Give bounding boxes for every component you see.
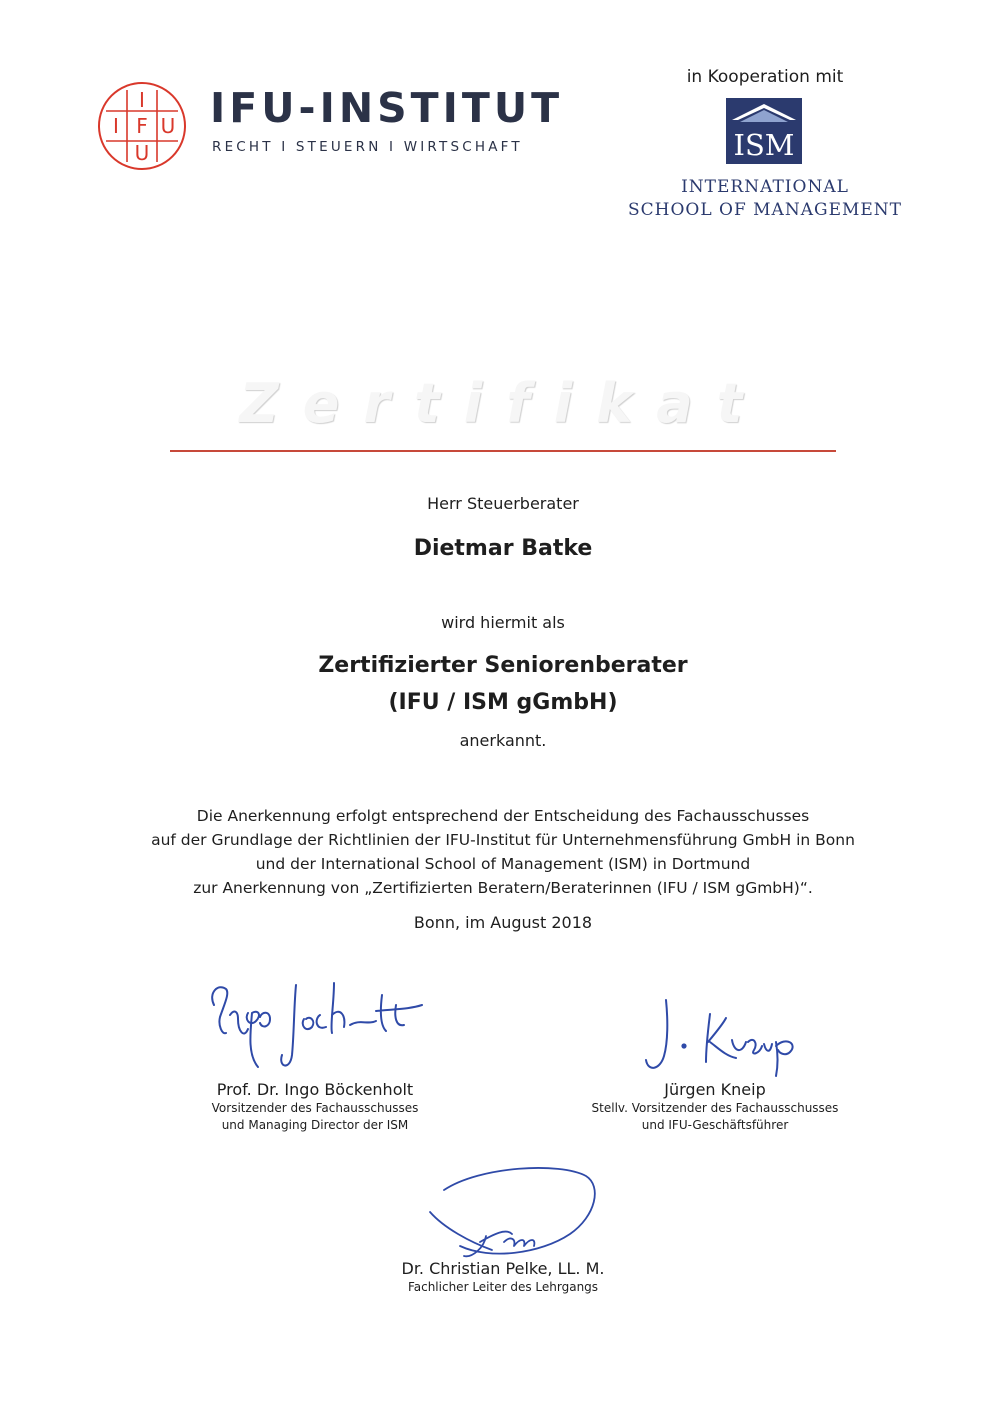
statement-line: zur Anerkennung von „Zertifizierten Beratern/Beraterinnen (IFU / ISM gGmbH)“. bbox=[193, 879, 813, 897]
qualification-title: Zertifizierter Seniorenberater bbox=[318, 653, 688, 678]
statement-line: und der International School of Management (ISM) in Dortmund bbox=[255, 855, 751, 873]
place-and-date: Bonn, im August 2018 bbox=[413, 913, 593, 932]
recognition-phrase: wird hiermit als bbox=[441, 613, 565, 632]
signature-kneip-icon bbox=[640, 992, 820, 1082]
ifu-logo-letter-i-left: I bbox=[113, 114, 119, 138]
salutation: Herr Steuerberater bbox=[427, 494, 579, 513]
ism-logo-text: ISM bbox=[733, 128, 795, 162]
ifu-logo-letter-i: I bbox=[139, 88, 145, 112]
signature-pelke-icon bbox=[420, 1160, 600, 1270]
signatory-bockenholt bbox=[160, 1080, 470, 1134]
ism-name-line1: INTERNATIONAL bbox=[681, 177, 849, 197]
ifu-institut-name: IFU-INSTITUT bbox=[210, 84, 564, 132]
title-divider bbox=[170, 450, 836, 452]
signatory-name: Prof. Dr. Ingo Böckenholt bbox=[216, 1080, 414, 1099]
statement-line: auf der Grundlage der Richtlinien der IFU-Institut für Unternehmensführung GmbH in Bonn bbox=[151, 831, 855, 849]
acknowledged-text: anerkannt. bbox=[459, 731, 547, 750]
ism-name-line2: SCHOOL OF MANAGEMENT bbox=[627, 200, 903, 220]
signatory-name: Jürgen Kneip bbox=[664, 1080, 766, 1099]
recipient-name: Dietmar Batke bbox=[413, 536, 593, 561]
signatory-role: und Managing Director der ISM bbox=[221, 1118, 409, 1132]
ifu-logo-letter-u-right: U bbox=[160, 114, 176, 138]
certificate-title: Zertifikat bbox=[239, 372, 767, 435]
qualification-issuer: (IFU / ISM gGmbH) bbox=[388, 690, 618, 715]
signature-bockenholt-icon bbox=[200, 975, 430, 1075]
signatory-role: Vorsitzender des Fachausschusses bbox=[211, 1101, 419, 1115]
statement-line: Die Anerkennung erfolgt entsprechend der Entscheidung des Fachausschusses bbox=[196, 807, 810, 825]
ifu-logo-letter-u: U bbox=[134, 141, 150, 165]
cooperation-label: in Kooperation mit bbox=[686, 67, 844, 87]
signatory-role: Fachlicher Leiter des Lehrgangs bbox=[407, 1280, 599, 1294]
ifu-cross-emblem-icon bbox=[96, 80, 188, 172]
ism-full-name bbox=[600, 176, 930, 222]
recognition-statement bbox=[60, 804, 946, 900]
signatory-role: und IFU-Geschäftsführer bbox=[641, 1118, 789, 1132]
ism-roof-logo-icon bbox=[726, 98, 802, 164]
ifu-logo-letter-f: F bbox=[136, 114, 148, 138]
ifu-tagline: RECHT I STEUERN I WIRTSCHAFT bbox=[212, 139, 523, 155]
signatory-pelke bbox=[350, 1259, 656, 1296]
signatory-name: Dr. Christian Pelke, LL. M. bbox=[401, 1259, 605, 1278]
signatory-role: Stellv. Vorsitzender des Fachausschusses bbox=[591, 1101, 839, 1115]
signatory-kneip bbox=[550, 1080, 880, 1134]
